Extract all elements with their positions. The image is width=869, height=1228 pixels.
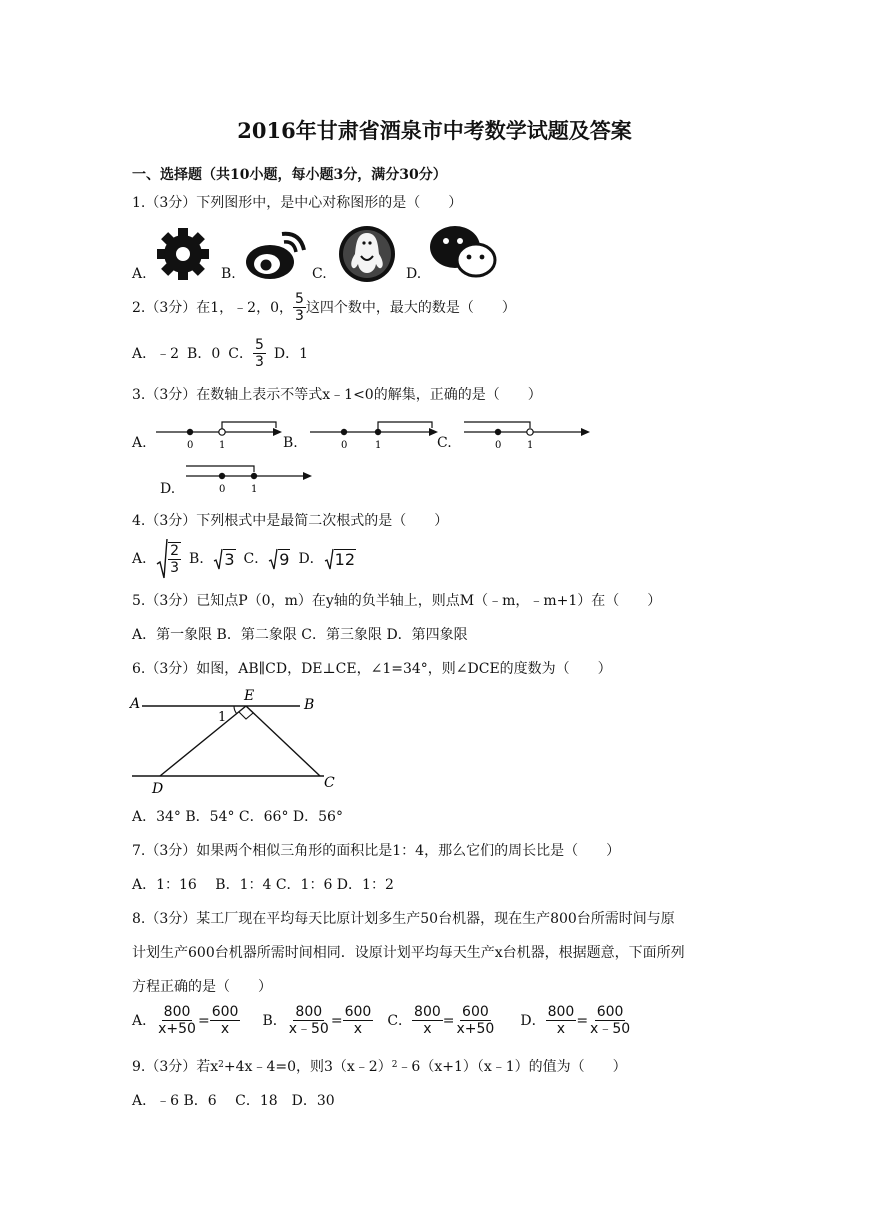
option-c-label: C． xyxy=(228,345,253,362)
question-5-stem: 5.（3分）已知点P（0，m）在y轴的负半轴上，则点M（﹣m，﹣m+1）在（ ） xyxy=(132,593,662,609)
point-0 xyxy=(341,429,347,435)
fraction-denominator: 3 xyxy=(295,308,304,324)
fraction-5-3 xyxy=(253,337,266,370)
sqrt-two-thirds xyxy=(156,538,181,580)
tick-label-1: 1 xyxy=(527,440,534,451)
option-a: A．﹣2 xyxy=(132,345,180,362)
option-b-label: B． xyxy=(262,1012,287,1029)
question-9-stem-part-1: 9.（3分）若x xyxy=(132,1059,219,1075)
equals-sign: = xyxy=(576,1012,589,1029)
point-0 xyxy=(187,429,193,435)
question-9-stem xyxy=(132,1058,627,1076)
fraction-600-over-x-minus-50: $\frac{600}{x﹣50}$ xyxy=(590,1004,631,1037)
weibo-icon xyxy=(242,226,312,286)
tick-label-1: 1 xyxy=(219,440,226,451)
question-2-stem xyxy=(132,291,516,324)
sqrt-9: 9 xyxy=(268,548,290,570)
tick-label-0: 0 xyxy=(187,440,194,451)
label-d: D xyxy=(152,781,164,797)
question-2-stem-end: 这四个数中，最大的数是（ ） xyxy=(305,299,516,316)
point-1 xyxy=(219,429,225,435)
tick-label-0: 0 xyxy=(495,440,502,451)
question-7-stem: 7.（3分）如果两个相似三角形的面积比是1：4，那么它们的周长比是（ ） xyxy=(132,843,621,859)
option-a-label: A． xyxy=(132,551,157,567)
tick-label-0: 0 xyxy=(341,440,348,451)
option-c-label: C． xyxy=(243,551,269,567)
fraction-numerator: 5 xyxy=(295,291,304,307)
gear-icon xyxy=(155,226,211,286)
sqrt-12: 12 xyxy=(324,548,356,570)
equals-sign: = xyxy=(197,1012,210,1029)
fraction-numerator: 5 xyxy=(254,337,264,353)
point-1 xyxy=(375,429,381,435)
label-angle-1: 1 xyxy=(218,710,227,725)
fraction-600-over-x: $\frac{600}{x}$ xyxy=(211,1004,239,1037)
option-a-label: A. xyxy=(132,435,147,451)
option-d-label: D． xyxy=(298,551,324,567)
fraction-800-over-x: $\frac{800}{x}$ xyxy=(547,1004,575,1037)
point-1 xyxy=(527,429,533,435)
question-6-stem: 6.（3分）如图，AB∥CD，DE⊥CE，∠1=34°，则∠DCE的度数为（ ） xyxy=(132,661,612,677)
question-8-line-1: 8.（3分）某工厂现在平均每天比原计划多生产50台机器，现在生产800台所需时间与原 xyxy=(132,911,675,927)
superscript-2: 2 xyxy=(218,1060,224,1070)
question-8-line-2: 计划生产600台机器所需时间相同．设原计划平均每天生产x台机器，根据题意，下面所列 xyxy=(132,945,685,961)
number-line-d xyxy=(182,462,314,496)
page-title: 2016年甘肃省酒泉市中考数学试题及答案 xyxy=(237,118,632,143)
question-2-stem-start: 2.（3分）在1，﹣2，0， xyxy=(132,299,293,316)
tick-label-1: 1 xyxy=(251,484,258,495)
fraction-numerator: 2 xyxy=(170,542,180,559)
question-8-line-3: 方程正确的是（ ） xyxy=(132,979,272,995)
qq-penguin-icon xyxy=(337,224,397,288)
tick-label-1: 1 xyxy=(375,440,382,451)
question-1-stem: 1.（3分）下列图形中，是中心对称图形的是（ ） xyxy=(132,195,463,211)
fraction-5-3 xyxy=(293,291,306,324)
point-0 xyxy=(495,429,501,435)
option-d-label: D. xyxy=(160,481,176,497)
fraction-800-over-x-minus-50: $\frac{800}{x﹣50}$ xyxy=(288,1004,329,1037)
sqrt-3: 3 xyxy=(213,548,235,570)
question-9-stem-part-2: +4x﹣4=0，则3（x﹣2） xyxy=(223,1059,392,1075)
point-1 xyxy=(251,473,257,479)
option-b-label: B． xyxy=(189,551,214,567)
fraction-600-over-x: $\frac{600}{x}$ xyxy=(344,1004,372,1037)
question-9-options: A．﹣6 B．6 C．18 D．30 xyxy=(132,1093,335,1109)
option-b-label: B. xyxy=(221,266,236,282)
number-line-c xyxy=(460,418,592,452)
question-2-options xyxy=(132,337,308,370)
segment-ed xyxy=(160,706,246,776)
option-a-label: A． xyxy=(132,1012,157,1029)
equals-sign: = xyxy=(442,1012,455,1029)
tick-label-0: 0 xyxy=(219,484,226,495)
number-line-b xyxy=(306,418,440,452)
fraction-600-over-x-plus-50: $\frac{600}{x+50}$ xyxy=(456,1004,495,1037)
fraction-denominator: 3 xyxy=(170,559,180,576)
label-c: C xyxy=(324,775,335,791)
segment-ec xyxy=(246,706,320,776)
fraction-denominator: 3 xyxy=(254,354,264,370)
question-9-stem-part-3: ﹣6（x+1）（x﹣1）的值为（ ） xyxy=(397,1059,627,1075)
question-7-options: A．1：16 B．1：4 C．1：6 D．1：2 xyxy=(132,877,394,893)
label-b: B xyxy=(304,697,315,713)
question-4-stem: 4.（3分）下列根式中是最简二次根式的是（ ） xyxy=(132,513,449,529)
label-e: E xyxy=(244,688,255,704)
equals-sign: = xyxy=(330,1012,343,1029)
right-angle-mark xyxy=(239,712,253,719)
option-d: D．1 xyxy=(273,345,309,362)
question-4-options xyxy=(132,538,356,580)
option-c-label: C． xyxy=(387,1012,413,1029)
label-a: A xyxy=(130,696,141,712)
number-line-a xyxy=(152,418,284,452)
option-b: B．0 xyxy=(187,345,221,362)
question-5-options: A．第一象限 B．第二象限 C．第三象限 D．第四象限 xyxy=(132,627,468,643)
option-d-label: D. xyxy=(406,266,422,282)
geometry-figure xyxy=(128,686,348,798)
question-6-options: A．34° B．54° C．66° D．56° xyxy=(132,809,343,825)
option-a-label: A. xyxy=(132,266,147,282)
option-d-label: D． xyxy=(520,1012,546,1029)
question-3-stem: 3.（3分）在数轴上表示不等式x﹣1<0的解集，正确的是（ ） xyxy=(132,387,542,403)
wechat-icon xyxy=(428,222,498,284)
question-8-options xyxy=(132,1004,632,1037)
angle-arc xyxy=(234,706,237,714)
point-0 xyxy=(219,473,225,479)
option-b-label: B. xyxy=(283,435,298,451)
fraction-800-over-x: $\frac{800}{x}$ xyxy=(414,1004,441,1037)
option-c-label: C. xyxy=(437,435,452,451)
fraction-800-over-x-plus-50: $\frac{800}{x+50}$ xyxy=(158,1004,196,1037)
option-c-label: C. xyxy=(312,266,327,282)
section-heading: 一、选择题（共10小题，每小题3分，满分30分） xyxy=(132,167,447,183)
superscript-2: 2 xyxy=(391,1060,398,1070)
